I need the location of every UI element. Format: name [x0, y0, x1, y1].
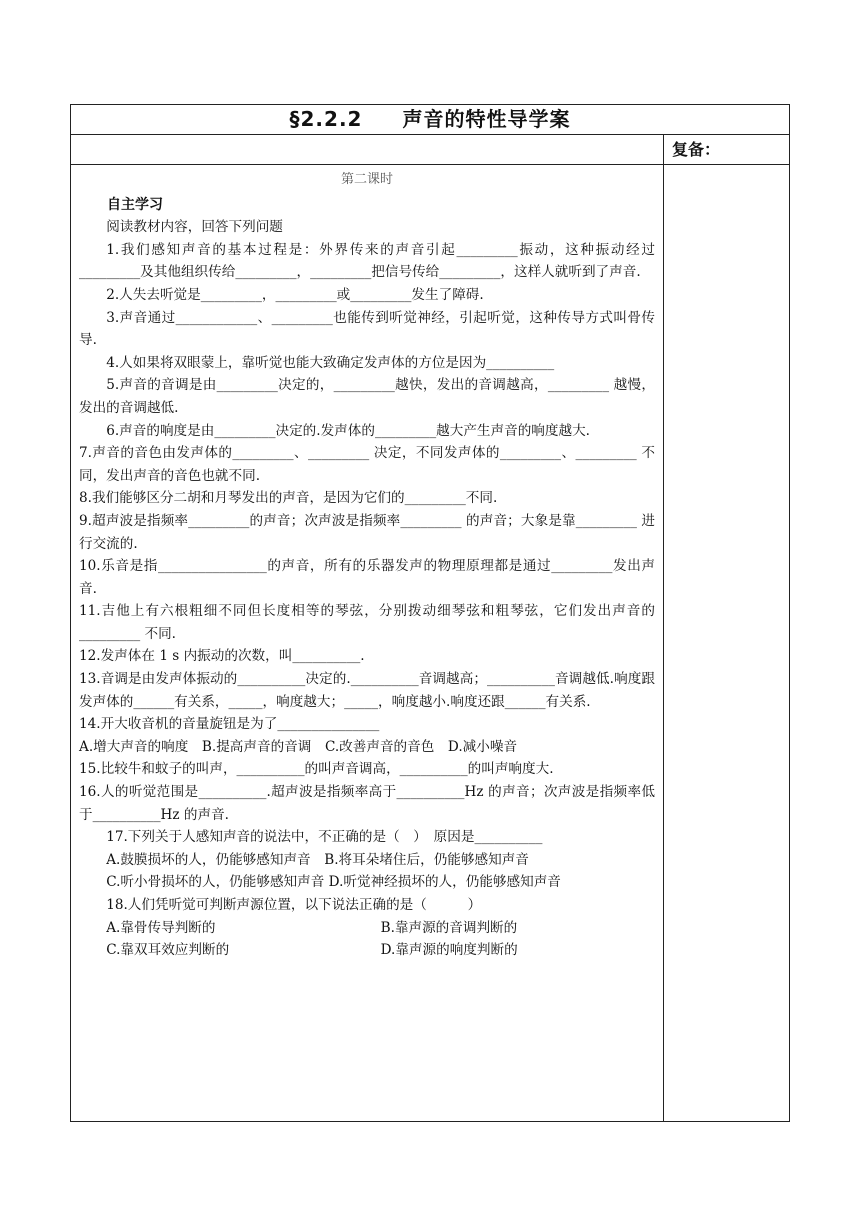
- question-18-option-a: A.靠骨传导判断的: [106, 919, 216, 936]
- title-cell: [71, 105, 790, 135]
- page-title: 声音的特性导学案: [402, 107, 571, 131]
- intro-text: 阅读教材内容，回答下列问题: [106, 219, 283, 236]
- question-4: 4.人如果将双眼蒙上，靠听觉也能大致确定发声体的方位是因为__________: [106, 354, 555, 371]
- question-5: 5.声音的音调是由_________决定的，_________越快，发出的音调越高，_________ 越慢，发出的音调越低.: [79, 377, 655, 416]
- question-17-options-ab: A.鼓膜损坏的人，仍能够感知声音 B.将耳朵堵住后，仍能够感知声音: [106, 851, 529, 868]
- content-cell: [71, 165, 664, 1122]
- question-7: 7.声音的音色由发声体的_________、_________ 决定，不同发声体的_________、_________ 不同，发出声音的音色也就不同.: [79, 445, 655, 484]
- section-heading: 自主学习: [107, 196, 163, 213]
- question-13: 13.音调是由发声体振动的__________决定的.__________音调越高；__________音调越低.响度跟发声体的______有关系，_____，响度越大；_____，响度越小.响度还跟______有关系.: [79, 671, 655, 710]
- question-17: 17.下列关于人感知声音的说法中，不正确的是（ ） 原因是__________: [106, 829, 543, 846]
- lesson-label: 第二课时: [340, 172, 393, 187]
- question-18-row-2: [79, 939, 655, 962]
- question-18-row-1: [79, 917, 655, 940]
- question-2: 2.人失去听觉是_________，_________或_________发生了障碍.: [106, 286, 484, 303]
- question-14-options: A.增大声音的响度 B.提高声音的音调 C.改善声音的音色 D.减小噪音: [79, 738, 518, 755]
- question-3: 3.声音通过____________、_________也能传到听觉神经，引起听觉，这种传导方式叫骨传导.: [79, 309, 655, 349]
- section-number: §2.2.2: [289, 107, 363, 131]
- review-label: 复备：: [664, 135, 790, 165]
- question-11: 11.吉他上有六根粗细不同但长度相等的琴弦，分别拨动细琴弦和粗琴弦，它们发出声音的_________ 不同.: [79, 603, 655, 642]
- question-18-option-c: C.靠双耳效应判断的: [106, 942, 230, 959]
- blank-cell: [71, 135, 664, 165]
- question-6: 6.声音的响度是由_________决定的.发声体的_________越大产生声音的响度越大.: [106, 422, 590, 439]
- question-18-option-b: B.靠声源的音调判断的: [380, 919, 518, 936]
- question-12: 12.发声体在 1 s 内振动的次数，叫__________.: [79, 648, 365, 665]
- review-notes-cell: [664, 165, 790, 1122]
- question-16: 16.人的听觉范围是__________.超声波是指频率高于__________Hz 的声音；次声波是指频率低于__________Hz 的声音.: [79, 784, 655, 823]
- worksheet-table: [70, 104, 790, 1122]
- question-10: 10.乐音是指________________的声音，所有的乐器发声的物理原理都是通过_________发出声音.: [79, 558, 655, 597]
- question-17-options-cd: C.听小骨损坏的人，仍能够感知声音 D.听觉神经损坏的人，仍能够感知声音: [106, 874, 561, 891]
- question-18: 18.人们凭听觉可判断声源位置，以下说法正确的是（ ）: [106, 897, 482, 913]
- question-9: 9.超声波是指频率_________的声音；次声波是指频率_________ 的声音；大象是靠_________ 进行交流的.: [79, 512, 655, 552]
- question-15: 15.比较牛和蚊子的叫声，__________的叫声音调高，__________的叫声响度大.: [79, 761, 554, 778]
- question-18-option-d: D.靠声源的响度判断的: [380, 942, 518, 959]
- question-14: 14.开大收音机的音量旋钮是为了_______________: [79, 716, 380, 733]
- question-1: 1.我们感知声音的基本过程是：外界传来的声音引起_________振动，这种振动经过_________及其他组织传给_________，_________把信号传给_________，这样人就听到了声音.: [79, 241, 655, 281]
- question-8: 8.我们能够区分二胡和月琴发出的声音，是因为它们的_________不同.: [79, 490, 498, 507]
